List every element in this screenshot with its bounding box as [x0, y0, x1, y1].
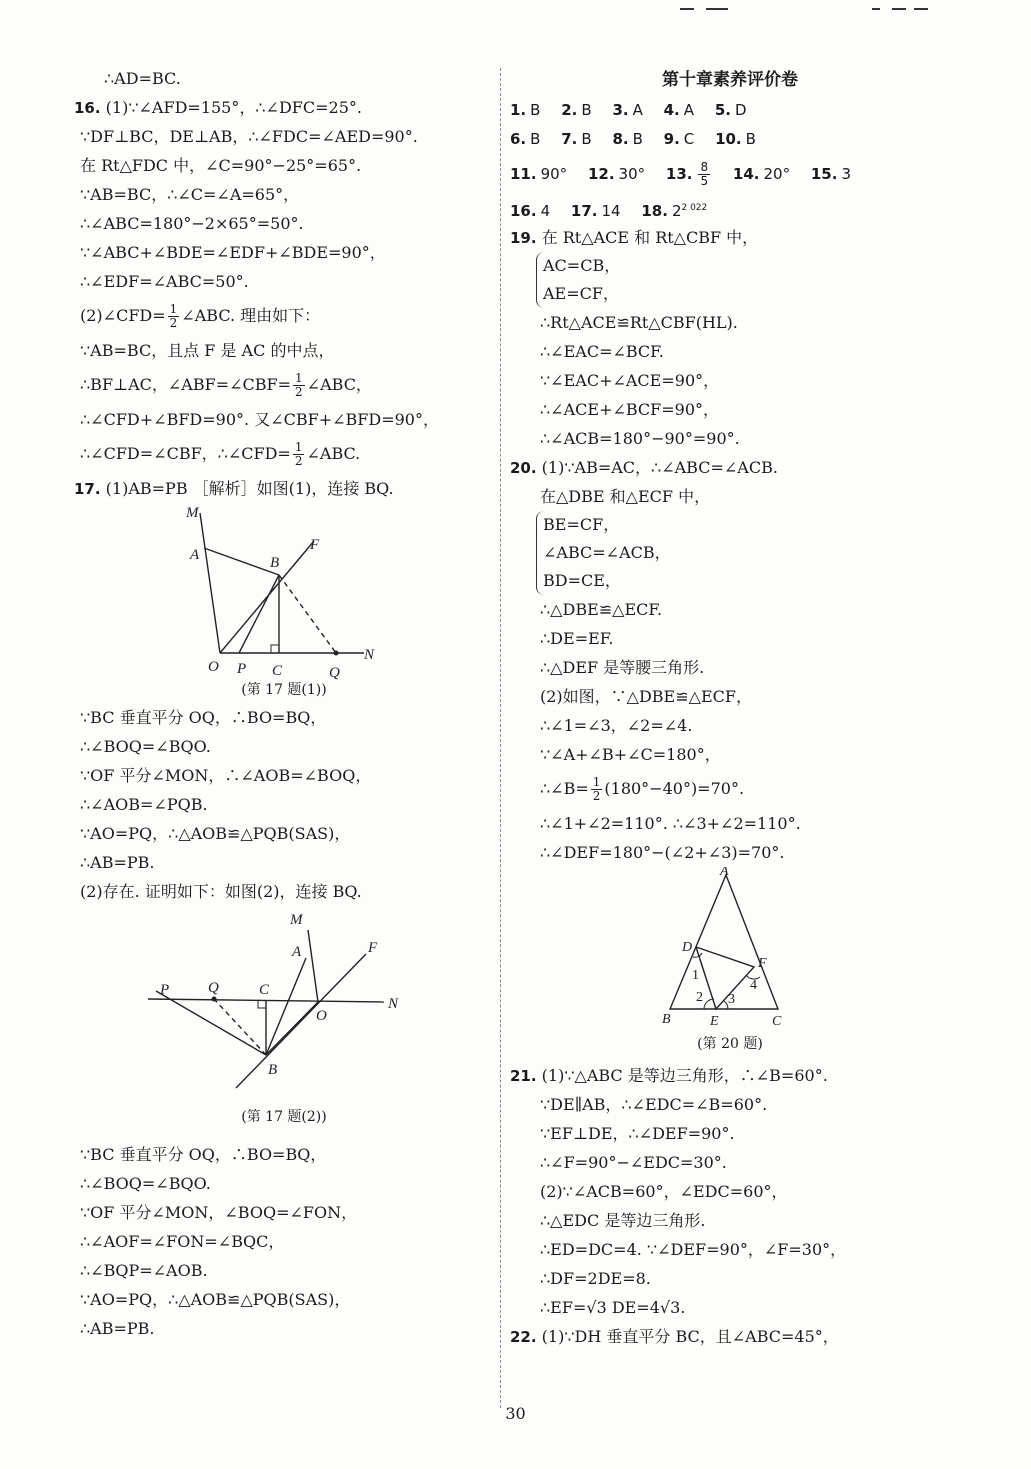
text-line: ∴∠CFD+∠BFD=90°. 又∠CBF+∠BFD=90°，: [80, 410, 439, 429]
label-F: F: [758, 956, 767, 971]
text-line: ∵∠A+∠B+∠C=180°，: [540, 745, 721, 764]
text-line: ∴DE=EF.: [540, 629, 614, 648]
text-line: ∵DE∥AB，∴∠EDC=∠B=60°.: [540, 1095, 768, 1114]
text-line: ∴∠BOQ=∠BQO.: [80, 737, 211, 756]
answer-row: 1. B 2. B 3. A 4. A 5. D: [510, 101, 747, 119]
label-O: O: [208, 659, 219, 675]
label-F: F: [368, 940, 378, 956]
label-Q: Q: [208, 980, 219, 996]
fraction: $\frac{1}{2}$: [169, 302, 178, 330]
text-line: (2)∠CFD= $\frac{1}{2}$ ∠ABC. 理由如下：: [80, 302, 321, 330]
text-line: ∴∠ACE+∠BCF=90°，: [540, 400, 720, 419]
label-C: C: [272, 663, 283, 679]
text-line: ∴ED=DC=4. ∵∠DEF=90°，∠F=30°，: [540, 1240, 847, 1259]
text-line: (2)如图，∵△DBE≌△ECF，: [540, 687, 752, 706]
label-F: F: [310, 537, 320, 553]
question-number: 16.: [74, 99, 101, 117]
text-line: ∵∠ABC+∠BDE=∠EDF+∠BDE=90°，: [80, 243, 386, 262]
text-line: (1)∵∠AFD=155°，∴∠DFC=25°.: [105, 98, 362, 117]
text-line: ∵AB=BC，且点 F 是 AC 的中点，: [80, 341, 335, 360]
text-line: 在△DBE 和△ECF 中，: [540, 487, 711, 506]
label-1: 1: [692, 968, 699, 983]
top-mark: [872, 8, 880, 10]
text-line: ∴∠ABC=180°−2×65°=50°.: [80, 214, 304, 233]
left-column: [74, 64, 494, 1343]
question-number: 19.: [510, 229, 537, 247]
label-3: 3: [728, 992, 735, 1007]
text-line: ∴∠ACB=180°−90°=90°.: [540, 429, 740, 448]
section-title: 第十章素养评价卷: [662, 70, 798, 90]
text-line: ∴△EDC 是等边三角形.: [540, 1211, 706, 1230]
label-E: E: [710, 1014, 719, 1029]
question-number: 22.: [510, 1328, 537, 1346]
text-line: 在 Rt△FDC 中，∠C=90°−25°=65°.: [80, 156, 362, 175]
label-2: 2: [696, 990, 703, 1005]
text-line: ∵AO=PQ，∴△AOB≌△PQB(SAS)，: [80, 824, 351, 843]
label-4: 4: [750, 978, 757, 993]
fraction: $\frac{1}{2}$: [295, 371, 303, 399]
fraction: $\frac{1}{2}$: [592, 775, 601, 803]
label-B: B: [268, 1062, 278, 1078]
text-line: ∴∠BOQ=∠BQO.: [80, 1174, 211, 1193]
text-line: ∴∠F=90°−∠EDC=30°.: [540, 1153, 727, 1172]
text-line: 在 Rt△ACE 和 Rt△CBF 中，: [541, 228, 759, 247]
label-C: C: [772, 1014, 782, 1029]
text-line: (1)∵△ABC 是等边三角形，∴∠B=60°.: [541, 1066, 828, 1085]
figure-17-2: [74, 906, 494, 1140]
question-number: 20.: [510, 459, 537, 477]
top-mark: [892, 8, 906, 10]
text-line: (1)∵DH 垂直平分 BC，且∠ABC=45°，: [541, 1327, 839, 1346]
equation-system: AC=CB， AE=CF，: [536, 252, 620, 308]
text-line: ∴DF=2DE=8.: [540, 1269, 651, 1288]
text-line: ∵OF 平分∠MON，∴∠AOB=∠BOQ，: [80, 766, 372, 785]
label-M: M: [186, 505, 199, 521]
text-line: ∵AB=BC，∴∠C=∠A=65°，: [80, 185, 300, 204]
text-line: ∴△DBE≌△ECF.: [540, 600, 663, 619]
text-line: ∴∠B= $\frac{1}{2}$ (180°−40°)=70°.: [540, 775, 745, 803]
top-mark: [914, 8, 928, 10]
label-O: O: [316, 1008, 327, 1024]
question-number: 21.: [510, 1067, 537, 1085]
figure-17-1: [74, 503, 494, 703]
answer-row: 6. B 7. B 8. B 9. C 10. B: [510, 130, 756, 148]
text-line: ∴∠DEF=180°−(∠2+∠3)=70°.: [540, 843, 785, 862]
text-line: ∴Rt△ACE≌Rt△CBF(HL).: [540, 313, 738, 332]
text-line: ∴∠EDF=∠ABC=50°.: [80, 272, 249, 291]
figure-20-diagram: [510, 867, 950, 1061]
text-line: ∴∠AOB=∠PQB.: [80, 795, 208, 814]
label-A: A: [720, 867, 729, 879]
label-N: N: [388, 996, 399, 1012]
figure-17-2-diagram: [74, 906, 494, 1140]
label-Q: Q: [329, 665, 340, 681]
answer-list: [510, 96, 950, 223]
text-line: ∵OF 平分∠MON，∠BOQ=∠FON，: [80, 1203, 358, 1222]
text-line: ∴AB=PB.: [80, 1319, 155, 1338]
text-line: ∵∠EAC+∠ACE=90°，: [540, 371, 720, 390]
answer-row: 16. 4 17. 14 18. $2^{2 022}$: [510, 202, 708, 220]
figure-caption: (第 17 题(1)): [241, 682, 327, 698]
label-C: C: [259, 982, 270, 998]
text-line: (2)存在. 证明如下：如图(2)，连接 BQ.: [80, 882, 362, 901]
top-mark: [680, 8, 694, 10]
text-line: ∴△DEF 是等腰三角形.: [540, 658, 705, 677]
text-line: (1)∵AB=AC，∴∠ABC=∠ACB.: [541, 458, 778, 477]
label-P: P: [237, 661, 247, 677]
figure-caption: (第 17 题(2)): [241, 1109, 327, 1125]
fraction: $\frac{8}{5}$: [700, 160, 709, 188]
page-number: 30: [505, 1404, 526, 1423]
figure-caption: (第 20 题): [697, 1036, 763, 1052]
label-P: P: [160, 982, 170, 998]
label-A: A: [190, 547, 200, 563]
text-line: ∴∠1=∠3，∠2=∠4.: [540, 716, 693, 735]
label-M: M: [290, 912, 303, 928]
text-line: ∴AD=BC.: [104, 69, 181, 88]
answer-row: 11. 90° 12. 30° 13. $\frac{8}{5}$ 14. 20° 15. 3: [510, 160, 851, 188]
label-N: N: [364, 647, 375, 663]
text-line: ∴∠EAC=∠BCF.: [540, 342, 664, 361]
text-line: ∴∠CFD=∠CBF，∴∠CFD= $\frac{1}{2}$ ∠ABC.: [80, 440, 361, 468]
text-line: ∴AB=PB.: [80, 853, 155, 872]
text-line: ∵DF⊥BC，DE⊥AB，∴∠FDC=∠AED=90°.: [80, 127, 418, 146]
text-line: ∴EF=√3 DE=4√3.: [540, 1298, 686, 1317]
text-line: ∵BC 垂直平分 OQ，∴BO=BQ，: [80, 1145, 327, 1164]
text-line: ∵BC 垂直平分 OQ，∴BO=BQ，: [80, 708, 327, 727]
text-line: ∴∠AOF=∠FON=∠BQC，: [80, 1232, 285, 1251]
top-mark: [706, 8, 728, 10]
fraction: $\frac{1}{2}$: [294, 440, 303, 468]
text-line: ∴∠1+∠2=110°. ∴∠3+∠2=110°.: [540, 814, 801, 833]
text-line: ∵EF⊥DE，∴∠DEF=90°.: [540, 1124, 735, 1143]
text-line: (2)∵∠ACB=60°，∠EDC=60°，: [540, 1182, 788, 1201]
text-line: (1)AB=PB ［解析］如图(1)，连接 BQ.: [105, 479, 394, 498]
label-D: D: [682, 940, 693, 955]
label-A: A: [292, 944, 302, 960]
figure-20: [510, 867, 950, 1061]
label-B: B: [662, 1012, 671, 1027]
equation-system: BE=CF， ∠ABC=∠ACB， BD=CE，: [536, 511, 671, 595]
label-B: B: [270, 555, 280, 571]
text-line: ∴∠BQP=∠AOB.: [80, 1261, 208, 1280]
figure-17-1-diagram: [74, 503, 494, 703]
column-divider: [500, 68, 501, 1408]
text-line: ∵AO=PQ，∴△AOB≌△PQB(SAS)，: [80, 1290, 351, 1309]
question-number: 17.: [74, 480, 101, 498]
right-column: [510, 64, 950, 1351]
text-line: ∴BF⊥AC，∠ABF=∠CBF= $\frac{1}{2}$ ∠ABC，: [80, 371, 372, 399]
